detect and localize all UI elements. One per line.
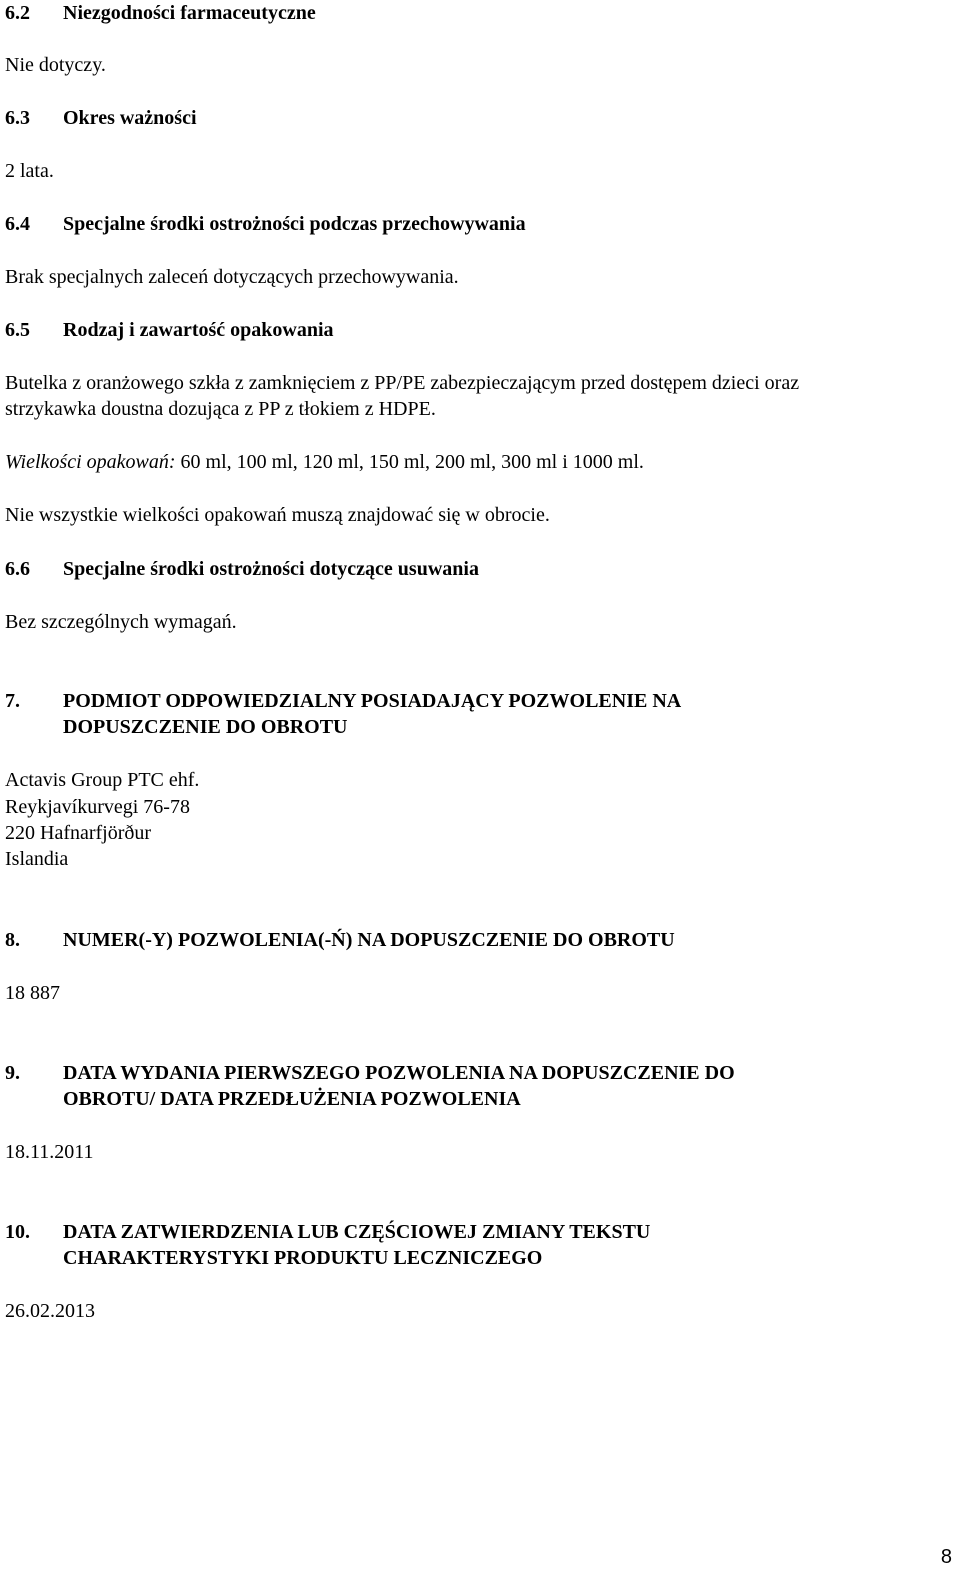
section-title-line: OBROTU/ DATA PRZEDŁUŻENIA POZWOLENIA bbox=[63, 1088, 521, 1110]
address-line: Reykjavíkurvegi 76-78 bbox=[5, 796, 190, 818]
section-number: 8. bbox=[5, 929, 20, 951]
section-title: Niezgodności farmaceutyczne bbox=[63, 2, 316, 24]
heading-6-4 bbox=[5, 211, 526, 237]
page-number: 8 bbox=[940, 1546, 952, 1568]
section-title bbox=[63, 1060, 735, 1112]
section-title-line: CHARAKTERYSTYKI PRODUKTU LECZNICZEGO bbox=[63, 1247, 543, 1269]
section-title: Specjalne środki ostrożności podczas przechowywania bbox=[63, 213, 526, 235]
section-number: 6.3 bbox=[5, 107, 30, 129]
section-number: 6.4 bbox=[5, 213, 30, 235]
paragraph: Brak specjalnych zaleceń dotyczących przechowywania. bbox=[5, 266, 459, 288]
pack-sizes-value: 60 ml, 100 ml, 120 ml, 150 ml, 200 ml, 300 ml i 1000 ml. bbox=[175, 451, 644, 473]
section-number: 6.6 bbox=[5, 558, 30, 580]
paragraph: 2 lata. bbox=[5, 160, 54, 182]
section-title: Specjalne środki ostrożności dotyczące usuwania bbox=[63, 558, 479, 580]
heading-6-3 bbox=[5, 105, 197, 131]
section-title bbox=[63, 688, 681, 740]
section-title bbox=[63, 1219, 650, 1271]
section-title: Rodzaj i zawartość opakowania bbox=[63, 319, 334, 341]
heading-10 bbox=[5, 1219, 650, 1271]
heading-6-5 bbox=[5, 317, 334, 343]
heading-6-6 bbox=[5, 556, 479, 582]
heading-8 bbox=[5, 927, 675, 953]
section-title-line: PODMIOT ODPOWIEDZIALNY POSIADAJĄCY POZWOLENIE NA bbox=[63, 690, 682, 712]
heading-7 bbox=[5, 688, 681, 740]
section-number: 9. bbox=[5, 1062, 20, 1084]
pack-sizes bbox=[5, 449, 644, 475]
authorisation-number: 18 887 bbox=[5, 982, 60, 1004]
section-title: NUMER(-Y) POZWOLENIA(-Ń) NA DOPUSZCZENIE DO OBROTU bbox=[63, 929, 675, 951]
section-title-line: DOPUSZCZENIE DO OBROTU bbox=[63, 716, 348, 738]
section-number: 10. bbox=[5, 1221, 30, 1243]
address-line: 220 Hafnarfjörður bbox=[5, 822, 152, 844]
paragraph: Bez szczególnych wymagań. bbox=[5, 611, 237, 633]
address-line: Islandia bbox=[5, 848, 69, 870]
date: 26.02.2013 bbox=[5, 1300, 95, 1322]
section-number: 7. bbox=[5, 690, 20, 712]
address-line: Actavis Group PTC ehf. bbox=[5, 769, 200, 791]
section-title-line: DATA ZATWIERDZENIA LUB CZĘŚCIOWEJ ZMIANY TEKSTU bbox=[63, 1221, 651, 1243]
paragraph-line: strzykawka doustna dozująca z PP z tłokiem z HDPE. bbox=[5, 398, 436, 420]
section-title: Okres ważności bbox=[63, 107, 197, 129]
date: 18.11.2011 bbox=[5, 1141, 94, 1163]
heading-6-2 bbox=[5, 0, 316, 26]
section-number: 6.5 bbox=[5, 319, 30, 341]
section-number: 6.2 bbox=[5, 2, 30, 24]
paragraph: Nie wszystkie wielkości opakowań muszą znajdować się w obrocie. bbox=[5, 504, 550, 526]
paragraph: Nie dotyczy. bbox=[5, 54, 106, 76]
section-title-line: DATA WYDANIA PIERWSZEGO POZWOLENIA NA DOPUSZCZENIE DO bbox=[63, 1062, 735, 1084]
heading-9 bbox=[5, 1060, 735, 1112]
paragraph-line: Butelka z oranżowego szkła z zamknięciem z PP/PE zabezpieczającym przed dostępem dzieci oraz bbox=[5, 372, 800, 394]
pack-sizes-label: Wielkości opakowań: bbox=[5, 451, 176, 473]
